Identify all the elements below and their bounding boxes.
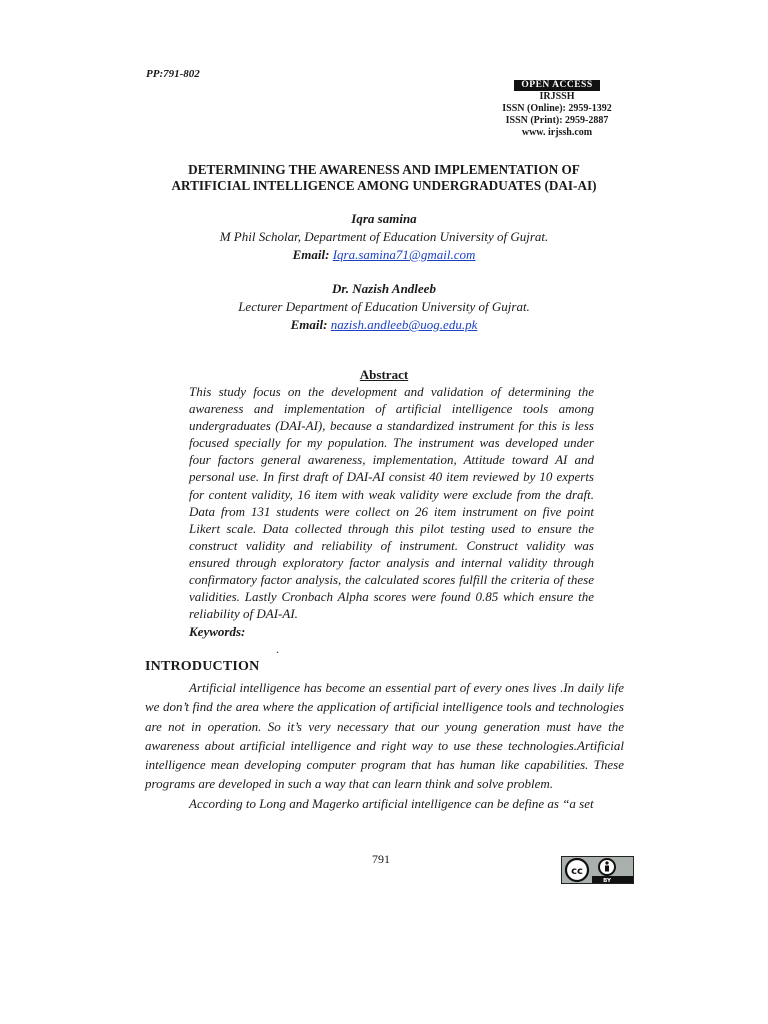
title-line: DETERMINING THE AWARENESS AND IMPLEMENTATION OF [188,162,580,177]
author-block [140,210,628,264]
keywords-dot: . [276,642,279,656]
author-name: Dr. Nazish Andleeb [332,281,436,296]
cc-by-label: BY [603,878,611,883]
introduction-heading: INTRODUCTION [145,659,260,674]
abstract-heading: Abstract [359,367,409,382]
author-block [140,280,628,334]
journal-name: IRJSSH [539,91,575,102]
author-affiliation: M Phil Scholar, Department of Education University of Gujrat. [219,229,549,244]
title-line: ARTIFICIAL INTELLIGENCE AMONG UNDERGRADUATES (DAI-AI) [171,178,597,193]
author-email-row [140,246,628,264]
abstract-text: This study focus on the development and validation of determining the awareness and implementation of artificial intelligence tools among undergraduates (DAI-AI), because a standardized instrument for this is less focused specially for my population. The instrument was developed under four factors general awareness, implementation, Attitude toward AI and personal use. In first draft of DAI-AI consist 40 item reviewed by 10 experts for content validity, 16 item with weak validity were exclude from the draft. Data from 131 students were collect on 26 item instrument on five point Likert scale. Data collected through this pilot testing used to ensure the construct validity and reliability of instrument. Construct validity was ensured through exploratory factor analysis and internal validity through confirmatory factor analysis, the calculated scores fulfill the criteria of these validities. Lastly Cronbach Alpha scores were found 0.85 which ensure the reliability of DAI-AI. [189,384,594,622]
author-email-link[interactable]: nazish.andleeb@uog.edu.pk [330,317,478,332]
page-range: PP:791-802 [146,68,200,80]
svg-text:cc: cc [571,866,583,877]
issn-online: ISSN (Online): 2959-1392 [502,103,612,114]
journal-info [498,80,616,139]
keywords-label: Keywords: [189,624,246,639]
introduction-body [145,678,624,813]
paper-title [140,162,628,194]
email-label: Email: [290,317,328,332]
email-label: Email: [292,247,330,262]
author-email-row [140,316,628,334]
author-name: Iqra samina [351,211,417,226]
page-number: 791 [372,852,390,866]
intro-paragraph: Artificial intelligence has become an essential part of every ones lives .In daily life we don’t find the area where the application of artificial intelligence tools and technologies are not in operation. So it’s very necessary that our young generation must have the awareness about artificial intelligence and right way to use these technologies.Artificial intelligence mean developing computer program that has human like capabilities. These programs are developed in such a way that can learn think and solve problem. [145,680,624,792]
open-access-badge: OPEN ACCESS [514,80,600,91]
journal-website[interactable]: www. irjssh.com [521,127,593,138]
issn-print: ISSN (Print): 2959-2887 [505,115,609,126]
author-email-link[interactable]: Iqra.samina71@gmail.com [332,247,476,262]
author-affiliation: Lecturer Department of Education University of Gujrat. [238,299,530,314]
cc-by-icon [562,857,633,883]
intro-paragraph: According to Long and Magerko artificial intelligence can be define as “a set [189,795,594,811]
cc-by-license-badge[interactable] [561,856,634,884]
